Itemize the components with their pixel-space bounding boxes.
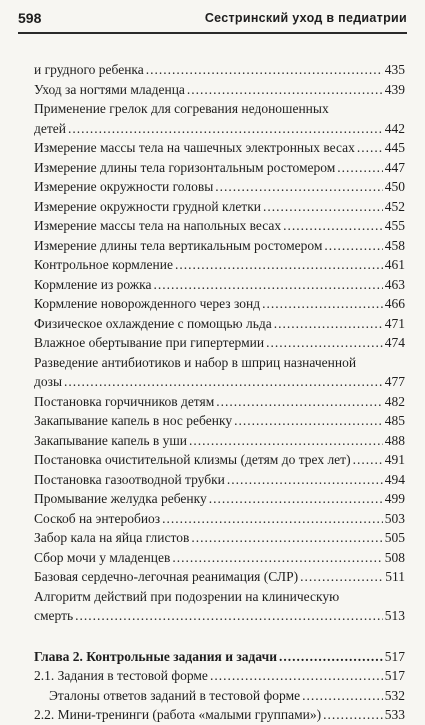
toc-entry bbox=[34, 99, 405, 138]
toc-entry-line: Применение грелок для согревания недоношенных bbox=[34, 101, 329, 116]
toc-entry-title: детей bbox=[34, 120, 66, 136]
dot-leader bbox=[187, 80, 383, 100]
toc-entry-title: Кормление из рожка bbox=[34, 276, 152, 292]
page-header bbox=[18, 10, 407, 34]
toc-entry-title: Эталоны ответов заданий в тестовой форме bbox=[49, 687, 301, 703]
toc-page-number: 482 bbox=[384, 393, 405, 409]
toc-page-number: 466 bbox=[384, 296, 405, 311]
toc-page-number: 532 bbox=[384, 687, 405, 703]
toc-entry bbox=[34, 60, 405, 80]
toc-page-number: 455 bbox=[384, 218, 405, 233]
dot-leader bbox=[189, 431, 383, 451]
toc-page-number: 533 bbox=[384, 707, 405, 722]
toc-row bbox=[34, 60, 405, 80]
dot-leader bbox=[209, 489, 383, 509]
toc-entry bbox=[34, 255, 405, 275]
toc-page-number: 499 bbox=[384, 491, 405, 506]
dot-leader bbox=[300, 567, 383, 587]
toc-page-number: 458 bbox=[384, 237, 405, 253]
dot-leader bbox=[172, 548, 382, 568]
toc-entry-line: Алгоритм действий при подозрении на клиническую bbox=[34, 588, 340, 604]
toc-entry bbox=[34, 567, 405, 587]
toc-page-number: 494 bbox=[384, 471, 405, 487]
toc-entry bbox=[34, 80, 405, 100]
toc-row bbox=[34, 158, 405, 178]
dot-leader bbox=[64, 372, 383, 392]
toc-entry bbox=[34, 353, 405, 392]
toc-entry-title: Измерение массы тела на напольных весах bbox=[34, 218, 282, 233]
dot-leader bbox=[302, 686, 383, 706]
toc-entry-title: Постановка очистительной клизмы (детям до трех лет) bbox=[34, 452, 351, 467]
toc-entry bbox=[34, 158, 405, 178]
toc-row bbox=[34, 275, 405, 295]
toc-row bbox=[34, 314, 405, 334]
toc-entry-title: Кормление новорожденного через зонд bbox=[34, 296, 261, 311]
toc-entry bbox=[34, 587, 405, 626]
toc-entry bbox=[34, 138, 405, 158]
chapter-heading bbox=[34, 647, 405, 667]
toc-row bbox=[34, 411, 405, 431]
toc-entry-title: Постановка горчичников детям bbox=[34, 393, 215, 409]
toc-page-number: 477 bbox=[384, 374, 405, 389]
dot-leader bbox=[210, 666, 383, 686]
dot-leader bbox=[324, 236, 382, 256]
toc-page-number: 488 bbox=[384, 432, 405, 448]
toc-row bbox=[34, 450, 405, 470]
toc-page-number: 442 bbox=[384, 120, 405, 136]
toc-row bbox=[34, 567, 405, 587]
toc-entry bbox=[34, 392, 405, 412]
toc-entry bbox=[34, 275, 405, 295]
toc-entry-title: Измерение длины тела горизонтальным ростомером bbox=[34, 159, 336, 175]
toc-entry-title: 2.1. Задания в тестовой форме bbox=[34, 668, 208, 683]
toc-entry bbox=[34, 236, 405, 256]
toc-entry-title: смерть bbox=[34, 608, 74, 623]
dot-leader bbox=[68, 119, 383, 139]
dot-leader bbox=[337, 158, 382, 178]
dot-leader bbox=[262, 294, 383, 314]
toc-entry bbox=[34, 470, 405, 490]
toc-row bbox=[34, 528, 405, 548]
dot-leader bbox=[263, 197, 383, 217]
toc-entry-title: дозы bbox=[34, 374, 63, 389]
toc-page-number: 461 bbox=[384, 257, 405, 272]
toc-row bbox=[34, 177, 405, 197]
toc-entry bbox=[34, 431, 405, 451]
toc-entry bbox=[34, 216, 405, 236]
table-of-contents bbox=[34, 60, 405, 725]
toc-page-number: 517 bbox=[384, 668, 405, 683]
toc-entry bbox=[34, 528, 405, 548]
toc-row bbox=[34, 372, 405, 392]
toc-page-number: 452 bbox=[384, 198, 405, 214]
dot-leader bbox=[357, 138, 383, 158]
dot-leader bbox=[283, 216, 383, 236]
toc-page-number: 513 bbox=[384, 608, 405, 623]
toc-page-number: 517 bbox=[384, 648, 405, 664]
toc-entry bbox=[34, 509, 405, 529]
toc-row bbox=[34, 489, 405, 509]
toc-page-number: 445 bbox=[384, 140, 405, 155]
toc-entry-title: Базовая сердечно-легочная реанимация (СЛР) bbox=[34, 569, 299, 584]
toc-entry-title: Забор кала на яйца глистов bbox=[34, 530, 190, 545]
toc-entry bbox=[34, 548, 405, 568]
toc-entry-title: Промывание желудка ребенку bbox=[34, 491, 207, 506]
dot-leader bbox=[266, 333, 383, 353]
toc-row bbox=[34, 470, 405, 490]
toc-entry-title: Глава 2. Контрольные задания и задачи bbox=[34, 648, 277, 664]
toc-row bbox=[34, 548, 405, 568]
toc-entry-title: Уход за ногтями младенца bbox=[34, 81, 185, 97]
toc-entry bbox=[34, 450, 405, 470]
dot-leader bbox=[353, 450, 383, 470]
dot-leader bbox=[279, 647, 383, 667]
toc-page-number: 447 bbox=[384, 159, 405, 175]
toc-entry-title: Постановка газоотводной трубки bbox=[34, 471, 225, 487]
toc-row bbox=[34, 294, 405, 314]
toc-row bbox=[34, 606, 405, 626]
toc-entry-title: Физическое охлаждение с помощью льда bbox=[34, 315, 272, 331]
toc-row bbox=[34, 119, 405, 139]
toc-row bbox=[34, 509, 405, 529]
toc-page-number: 474 bbox=[384, 335, 405, 350]
toc-page-number: 439 bbox=[384, 81, 405, 97]
toc-page-number: 508 bbox=[384, 549, 405, 565]
toc-row bbox=[34, 255, 405, 275]
toc-row bbox=[34, 333, 405, 353]
dot-leader bbox=[215, 177, 382, 197]
toc-entry-title: Измерение длины тела вертикальным ростомером bbox=[34, 237, 323, 253]
toc-page-number: 463 bbox=[384, 276, 405, 292]
toc-entry bbox=[34, 177, 405, 197]
dot-leader bbox=[146, 60, 383, 80]
toc-entry bbox=[34, 489, 405, 509]
dot-leader bbox=[274, 314, 383, 334]
dot-leader bbox=[323, 705, 383, 725]
toc-entry-title: Закапывание капель в нос ребенку bbox=[34, 413, 233, 428]
toc-row bbox=[34, 666, 405, 686]
toc-entry-title: Сбор мочи у младенцев bbox=[34, 549, 171, 565]
dot-leader bbox=[216, 392, 382, 412]
dot-leader bbox=[234, 411, 383, 431]
toc-page-number: 435 bbox=[384, 62, 405, 77]
toc-entry-title: 2.2. Мини-тренинги (работа «малыми группами») bbox=[34, 707, 322, 722]
dot-leader bbox=[191, 528, 382, 548]
toc-entry bbox=[34, 314, 405, 334]
toc-entry-title: Контрольное кормление bbox=[34, 257, 173, 272]
toc-page-number: 485 bbox=[384, 413, 405, 428]
toc-page-number: 471 bbox=[384, 315, 405, 331]
toc-entry-title: Измерение окружности головы bbox=[34, 179, 214, 194]
toc-row bbox=[34, 197, 405, 217]
toc-row bbox=[34, 216, 405, 236]
toc-row bbox=[34, 80, 405, 100]
toc-row bbox=[34, 392, 405, 412]
toc-page-number: 450 bbox=[384, 179, 405, 194]
dot-leader bbox=[175, 255, 383, 275]
toc-entry-title: и грудного ребенка bbox=[34, 62, 144, 77]
dot-leader bbox=[162, 509, 383, 529]
dot-leader bbox=[227, 470, 383, 490]
toc-row bbox=[34, 138, 405, 158]
toc-entry bbox=[34, 294, 405, 314]
toc-page-number: 503 bbox=[384, 510, 405, 526]
toc-entry-title: Закапывание капель в уши bbox=[34, 432, 187, 448]
dot-leader bbox=[154, 275, 383, 295]
toc-row bbox=[34, 705, 405, 725]
toc-page-number: 505 bbox=[384, 530, 405, 545]
toc-row bbox=[34, 686, 405, 706]
page-number: 598 bbox=[18, 10, 42, 26]
toc-entry bbox=[34, 411, 405, 431]
toc-entry-title: Соскоб на энтеробиоз bbox=[34, 510, 161, 526]
toc-row bbox=[34, 431, 405, 451]
toc-entry-line: Разведение антибиотиков и набор в шприц назначенной bbox=[34, 354, 357, 370]
toc-entry-title: Влажное обертывание при гипертермии bbox=[34, 335, 265, 350]
running-title: Сестринский уход в педиатрии bbox=[204, 11, 407, 25]
toc-row bbox=[34, 236, 405, 256]
toc-entry-title: Измерение окружности грудной клетки bbox=[34, 198, 261, 214]
toc-page-number: 491 bbox=[384, 452, 405, 467]
toc-entry-title: Измерение массы тела на чашечных электронных весах bbox=[34, 140, 355, 155]
toc-page-number: 511 bbox=[385, 569, 405, 584]
toc-entry bbox=[34, 197, 405, 217]
toc-entry bbox=[34, 333, 405, 353]
dot-leader bbox=[75, 606, 383, 626]
